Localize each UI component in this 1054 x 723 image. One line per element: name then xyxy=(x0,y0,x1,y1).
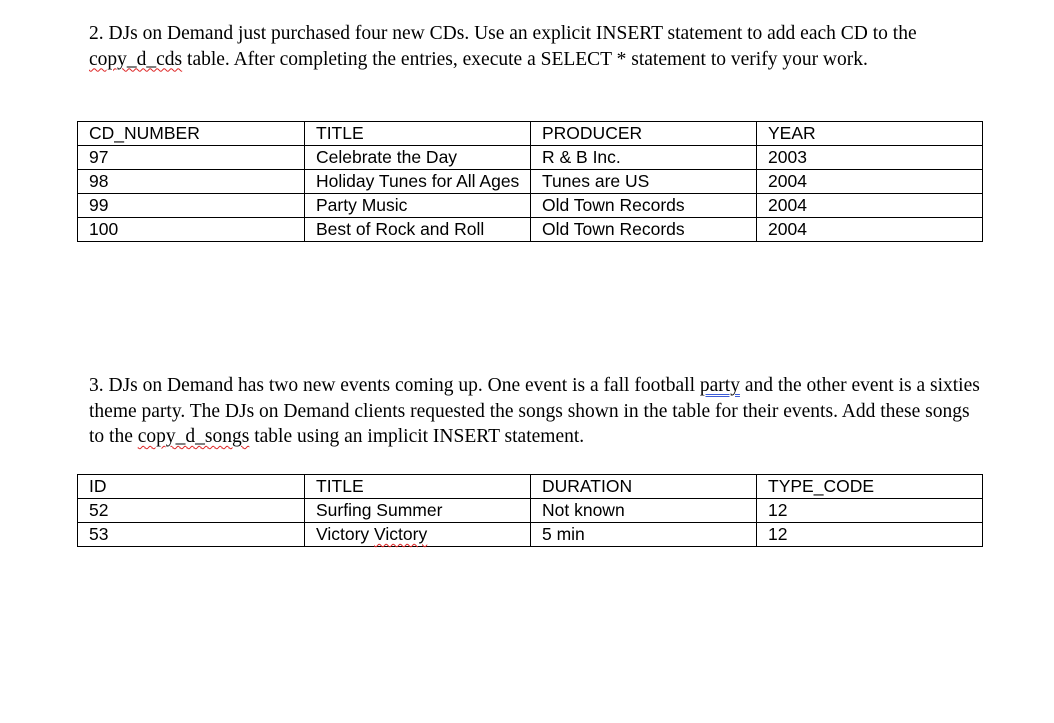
question-2-text-a: 2. DJs on Demand just purchased four new CDs. Use an explicit INSERT statement to add each CD to the xyxy=(89,23,917,44)
table-row xyxy=(78,194,983,218)
table-cell: Surfing Summer xyxy=(305,499,531,523)
table-row xyxy=(78,218,983,242)
table-cell: Tunes are US xyxy=(531,170,757,194)
table-cell: Old Town Records xyxy=(531,194,757,218)
column-header: TYPE_CODE xyxy=(757,475,983,499)
table-cell: Not known xyxy=(531,499,757,523)
table-cell: Celebrate the Day xyxy=(305,146,531,170)
songs-table-name: copy_d_songs xyxy=(137,426,250,447)
question-3-text-a: 3. DJs on Demand has two new events coming up. One event is a fall football xyxy=(89,375,700,396)
table-cell: 99 xyxy=(78,194,305,218)
cds-table-name: copy_d_cds xyxy=(89,48,183,70)
table-cell: 5 min xyxy=(531,523,757,547)
table-cell: Holiday Tunes for All Ages xyxy=(305,170,531,194)
table-cell: 2004 xyxy=(757,194,983,218)
table-row xyxy=(78,146,983,170)
table-cell: 2003 xyxy=(757,146,983,170)
table-cell: 2004 xyxy=(757,170,983,194)
cds-table xyxy=(77,121,983,242)
table-cell: Best of Rock and Roll xyxy=(305,218,531,242)
table-cell: 98 xyxy=(78,170,305,194)
column-header: ID xyxy=(78,475,305,499)
table-cell: Old Town Records xyxy=(531,218,757,242)
question-2-text xyxy=(89,21,989,72)
question-3-text xyxy=(89,373,989,450)
column-header: YEAR xyxy=(757,122,983,146)
question-2-text-b: table. After completing the entries, execute a SELECT * statement to verify your work. xyxy=(182,48,868,70)
table-cell: 52 xyxy=(78,499,305,523)
songs-table xyxy=(77,474,983,547)
column-header: DURATION xyxy=(531,475,757,499)
question-3-text-c: table using an implicit INSERT statement. xyxy=(249,426,585,447)
table-row xyxy=(78,170,983,194)
column-header: TITLE xyxy=(305,122,531,146)
table-header-row xyxy=(78,122,983,146)
table-cell: 97 xyxy=(78,146,305,170)
table-cell: 12 xyxy=(757,499,983,523)
table-cell xyxy=(305,523,531,547)
table-cell: 2004 xyxy=(757,218,983,242)
table-cell: 100 xyxy=(78,218,305,242)
word-party: party xyxy=(699,375,740,396)
column-header: PRODUCER xyxy=(531,122,757,146)
table-cell: 53 xyxy=(78,523,305,547)
table-cell: 12 xyxy=(757,523,983,547)
column-header: TITLE xyxy=(305,475,531,499)
table-row xyxy=(78,523,983,547)
spellcheck-word: Victory xyxy=(374,524,428,544)
column-header: CD_NUMBER xyxy=(78,122,305,146)
table-cell: Party Music xyxy=(305,194,531,218)
table-header-row xyxy=(78,475,983,499)
table-cell: R & B Inc. xyxy=(531,146,757,170)
song-title-cell: Victory Victory xyxy=(316,524,428,544)
question-3-text-b: and the other event is a sixties theme party. The DJs on Demand clients requested the songs shown in the table for their events. Add these songs to the xyxy=(89,375,980,447)
table-row xyxy=(78,499,983,523)
